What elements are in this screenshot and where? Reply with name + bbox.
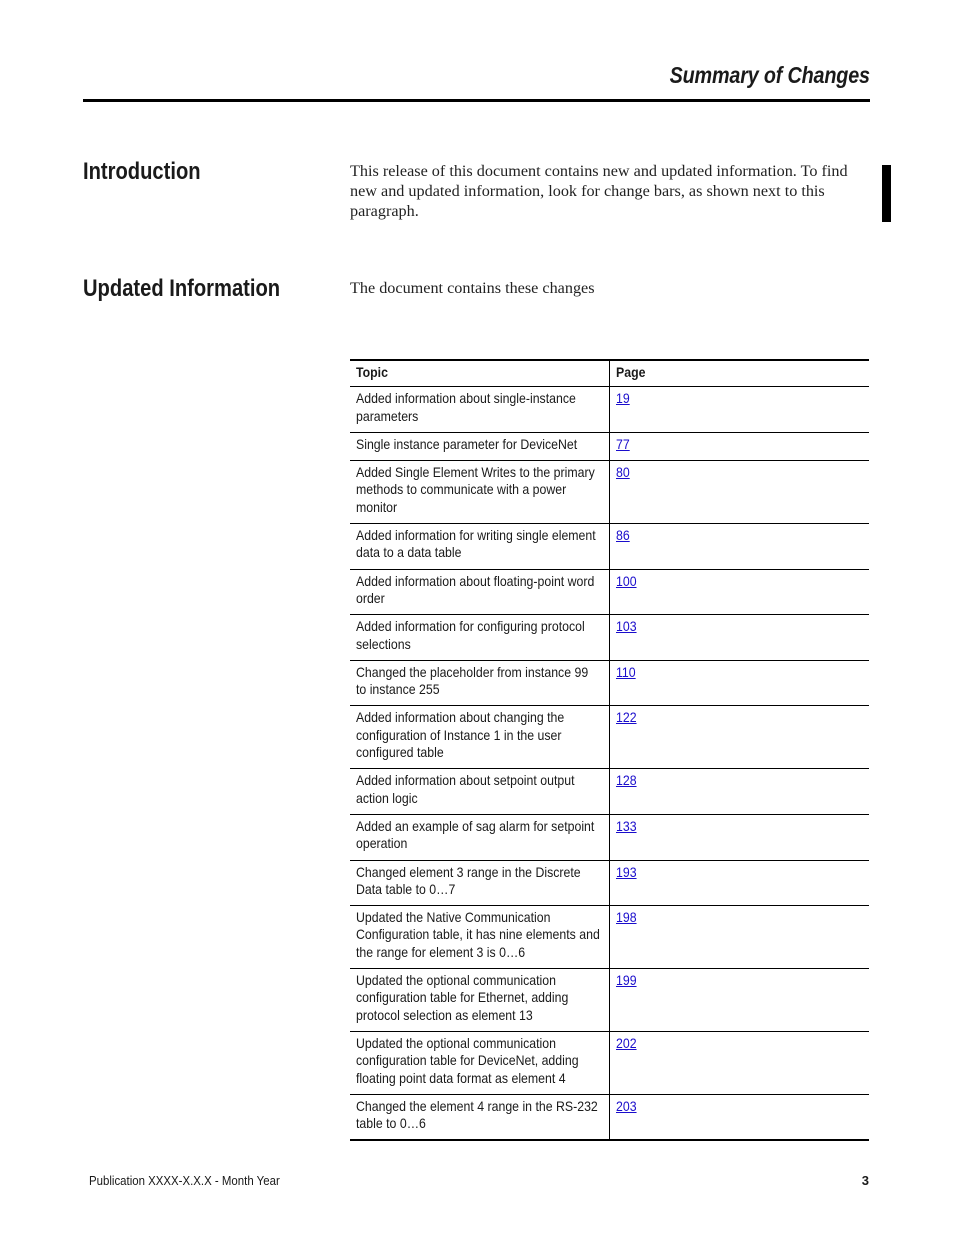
introduction-heading: Introduction — [83, 158, 201, 185]
table-row — [350, 814, 869, 860]
topic-cell — [350, 524, 610, 570]
topic-text: Added information about setpoint output action logic — [356, 772, 575, 806]
topic-text: Added information for writing single element data to a data table — [356, 527, 596, 561]
table-row — [350, 706, 869, 769]
topic-cell — [350, 1031, 610, 1094]
page-header-title: Summary of Changes — [669, 62, 870, 88]
page-cell — [610, 569, 870, 615]
page-link[interactable]: 100 — [616, 572, 637, 589]
topic-text: Added an example of sag alarm for setpoint operation — [356, 817, 595, 852]
topic-text: Changed the placeholder from instance 99 to instance 255 — [356, 663, 589, 698]
topic-cell — [350, 1094, 610, 1140]
table-row — [350, 615, 869, 661]
table-header-row — [350, 360, 869, 387]
table-row — [350, 660, 869, 706]
topic-text: Added information about single-instance parameters — [356, 390, 576, 424]
page-link[interactable]: 110 — [616, 663, 636, 680]
page-cell — [610, 387, 870, 433]
topic-cell — [350, 706, 610, 769]
topic-cell — [350, 387, 610, 433]
page-cell — [610, 706, 870, 769]
page-cell — [610, 615, 870, 661]
topic-text: Added information about changing the configuration of Instance 1 in the user configured table — [356, 709, 565, 761]
change-bar — [882, 165, 891, 222]
introduction-paragraph: This release of this document contains new and updated information. To find new and updated information, look for change bars, as shown next to this paragraph. — [350, 162, 848, 220]
table-row — [350, 432, 869, 460]
page-link[interactable]: 77 — [616, 435, 630, 452]
footer-publication: Publication XXXX-X.X.X - Month Year — [89, 1173, 280, 1188]
topic-text: Single instance parameter for DeviceNet — [356, 435, 578, 452]
topic-cell — [350, 814, 610, 860]
page-cell — [610, 969, 870, 1032]
topic-text: Changed the element 4 range in the RS-232 table to 0…6 — [356, 1097, 598, 1132]
topic-text: Added information for configuring protocol selections — [356, 618, 585, 652]
topic-cell — [350, 461, 610, 524]
table-row — [350, 387, 869, 433]
page-cell — [610, 1031, 870, 1094]
page-cell — [610, 524, 870, 570]
page-link[interactable]: 193 — [616, 863, 637, 880]
table-row — [350, 1031, 869, 1094]
updated-information-heading: Updated Information — [83, 275, 281, 302]
table-row — [350, 769, 869, 815]
page-link[interactable]: 198 — [616, 909, 637, 926]
topic-text: Added Single Element Writes to the primary methods to communicate with a power monitor — [356, 464, 595, 515]
page-link[interactable]: 19 — [616, 390, 630, 407]
page-cell — [610, 769, 870, 815]
table-row — [350, 906, 869, 969]
table-row — [350, 461, 869, 524]
topic-cell — [350, 969, 610, 1032]
page-link[interactable]: 203 — [616, 1097, 637, 1114]
page-cell — [610, 432, 870, 460]
page-cell — [610, 1094, 870, 1140]
topic-text: Updated the optional communication configuration table for DeviceNet, adding floating point data format as element 4 — [356, 1034, 579, 1086]
page-link[interactable]: 103 — [616, 618, 637, 635]
topic-text: Updated the optional communication configuration table for Ethernet, adding protocol selection as element 13 — [356, 972, 569, 1023]
table-row — [350, 860, 869, 906]
page-cell — [610, 814, 870, 860]
page-link[interactable]: 202 — [616, 1034, 637, 1051]
topic-cell — [350, 860, 610, 906]
topic-text: Updated the Native Communication Configuration table, it has nine elements and the range for element 3 is 0…6 — [356, 909, 600, 960]
header-rule — [83, 99, 870, 102]
topic-cell — [350, 432, 610, 460]
page-link[interactable]: 133 — [616, 817, 637, 834]
table-row — [350, 1094, 869, 1140]
topic-cell — [350, 569, 610, 615]
page-cell — [610, 660, 870, 706]
changes-table-body — [350, 387, 869, 1141]
updated-information-paragraph: The document contains these changes — [350, 279, 595, 297]
page-cell — [610, 860, 870, 906]
topic-text: Added information about floating-point word order — [356, 572, 595, 606]
topic-cell — [350, 660, 610, 706]
page-cell — [610, 461, 870, 524]
table-row — [350, 524, 869, 570]
table-row — [350, 569, 869, 615]
page-link[interactable]: 128 — [616, 772, 637, 789]
page-cell — [610, 906, 870, 969]
page-column-header: Page — [610, 360, 870, 387]
page-link[interactable]: 80 — [616, 464, 630, 481]
topic-cell — [350, 906, 610, 969]
page-link[interactable]: 86 — [616, 527, 630, 544]
page-link[interactable]: 199 — [616, 972, 637, 989]
topic-text: Changed element 3 range in the Discrete Data table to 0…7 — [356, 863, 581, 897]
topic-column-header: Topic — [350, 360, 610, 387]
changes-table — [350, 359, 869, 1141]
footer-page-number: 3 — [861, 1173, 869, 1188]
topic-cell — [350, 615, 610, 661]
topic-cell — [350, 769, 610, 815]
table-row — [350, 969, 869, 1032]
page-link[interactable]: 122 — [616, 709, 637, 726]
